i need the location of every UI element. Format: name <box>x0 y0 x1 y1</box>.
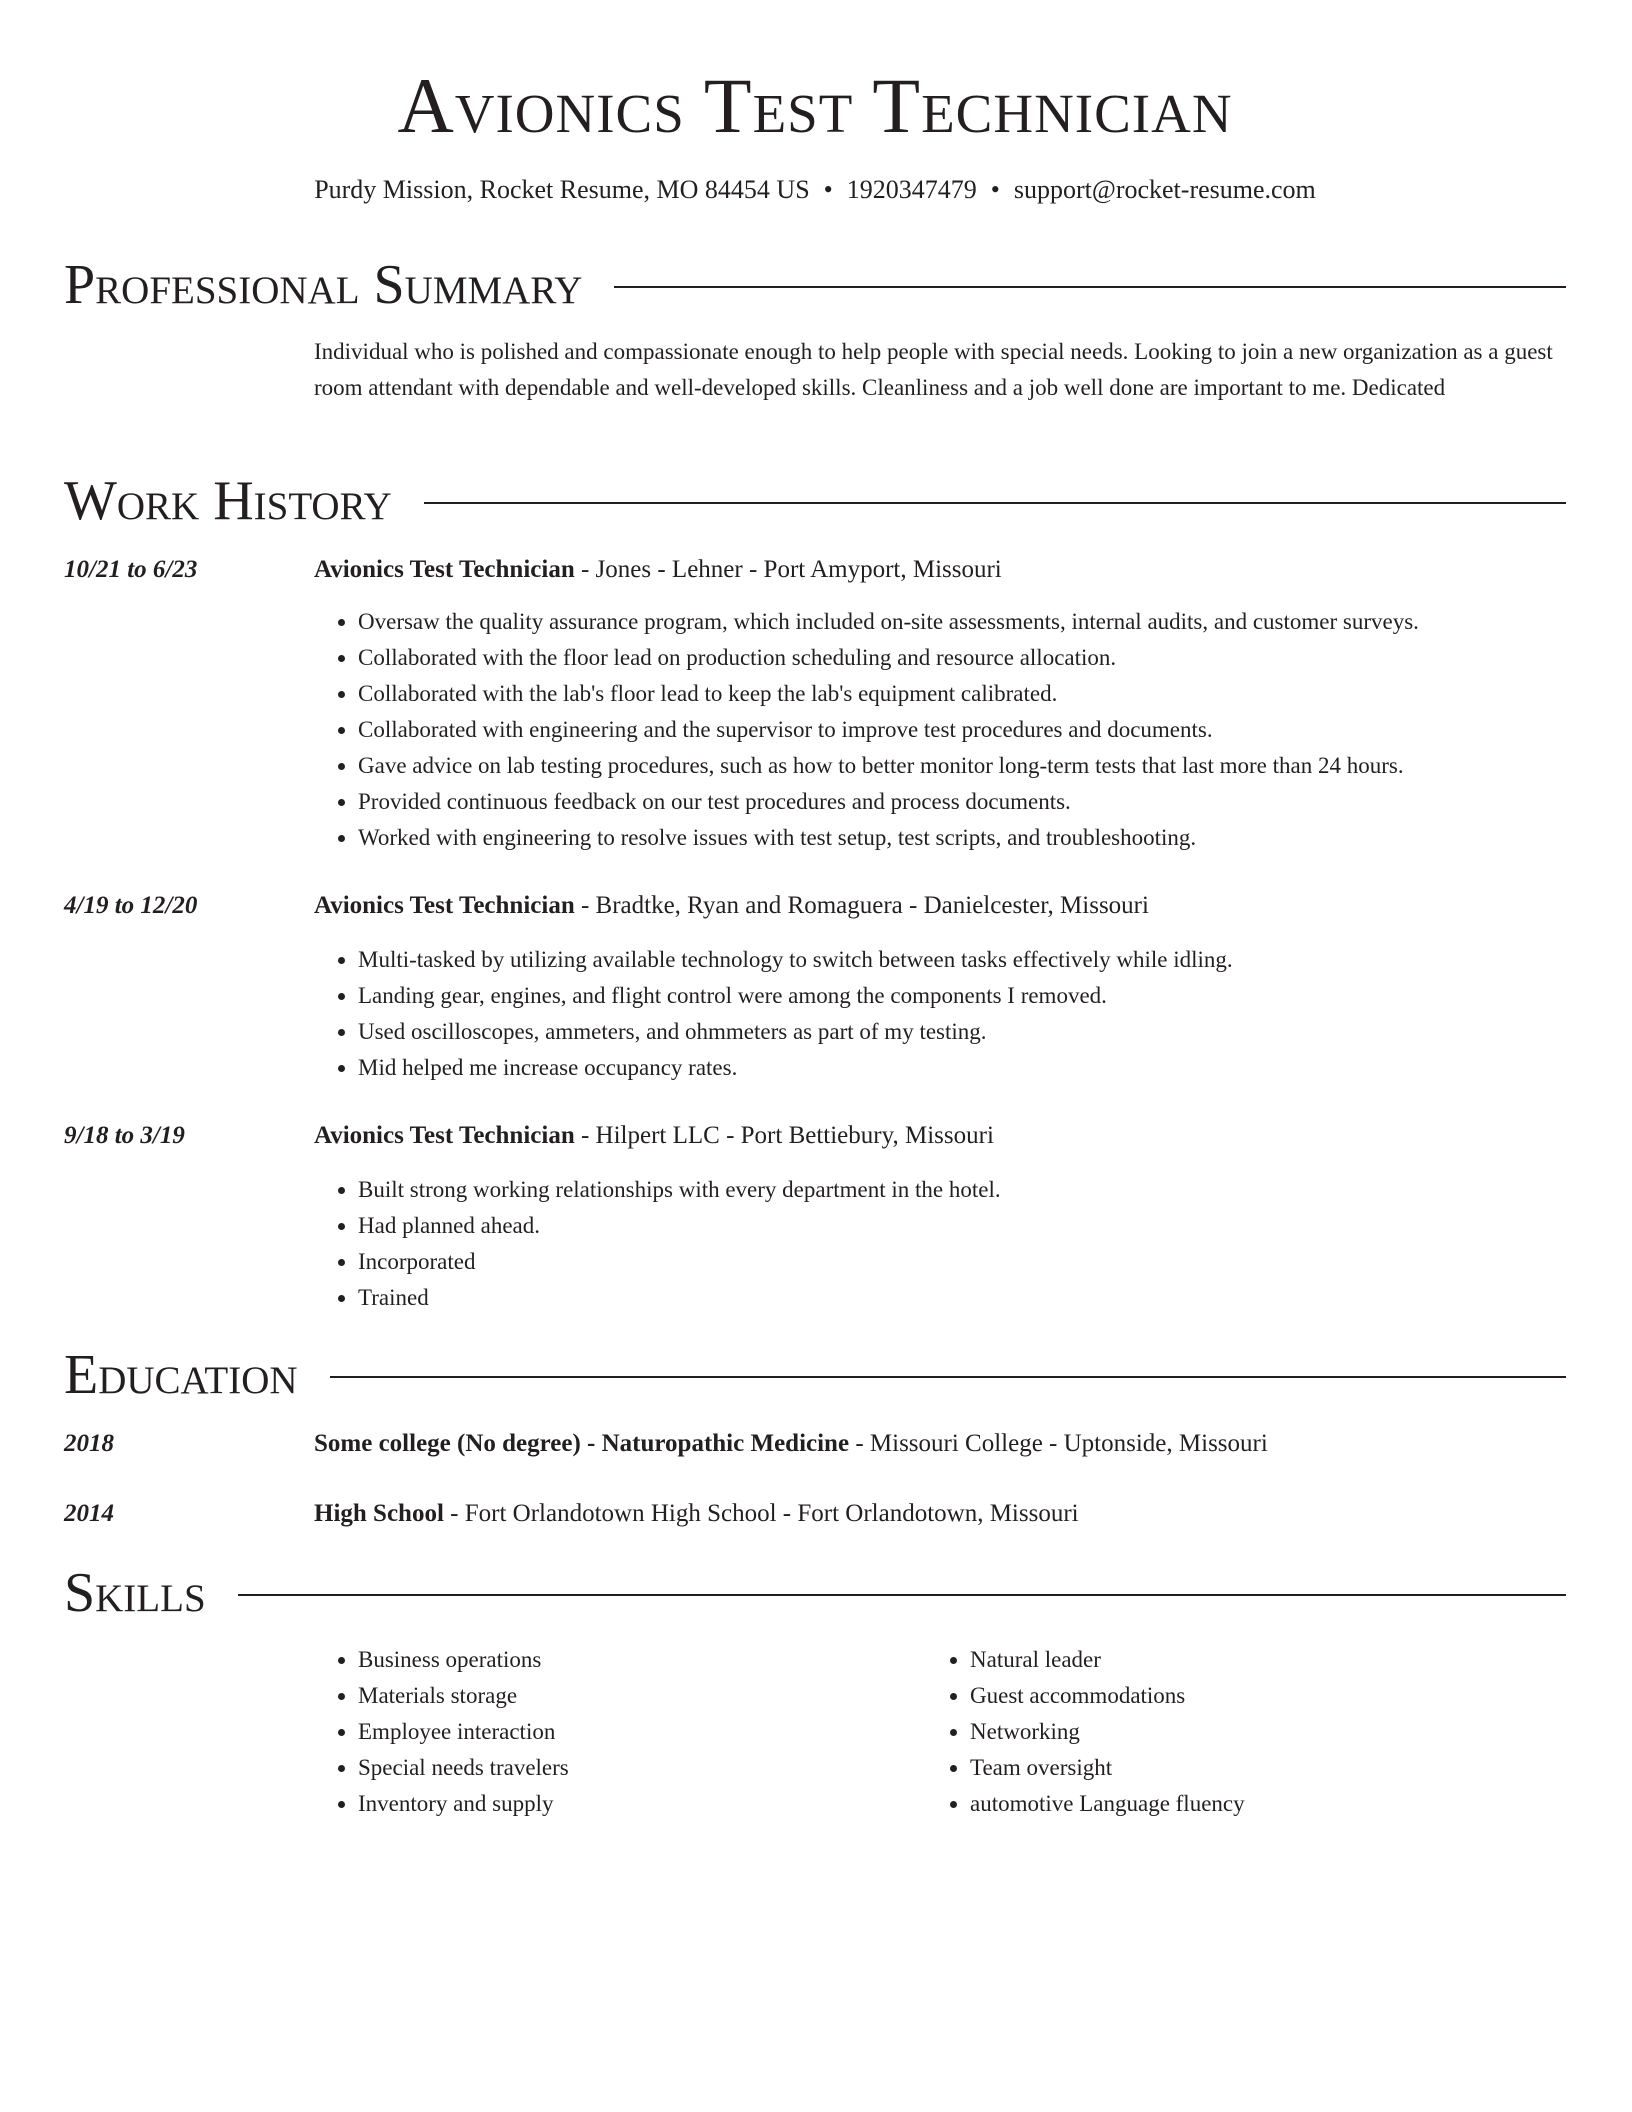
skill-item: • Team oversight <box>970 1750 1530 1786</box>
section-divider <box>330 1376 1566 1378</box>
education-year: 2014 <box>64 1500 114 1527</box>
skills-list-left <box>314 1642 918 1822</box>
job-bullet: • Multi-tasked by utilizing available technology to switch between tasks effectively while idling. <box>358 942 1610 978</box>
job-details: - Hilpert LLC - Port Bettiebury, Missouri <box>574 1122 994 1149</box>
resume-title: Avionics Test Technician <box>397 62 1233 149</box>
job-heading <box>314 552 1566 588</box>
skill-item: • Guest accommodations <box>970 1678 1530 1714</box>
job-bullet: • Used oscilloscopes, ammeters, and ohmmeters as part of my testing. <box>358 1014 1610 1050</box>
education-details: - Missouri College - Uptonside, Missouri <box>849 1430 1268 1457</box>
job-role: Avionics Test Technician <box>314 556 575 583</box>
job-dates: 4/19 to 12/20 <box>64 892 198 919</box>
education-degree: Some college (No degree) - Naturopathic Medicine <box>314 1430 850 1457</box>
education-details: - Fort Orlandotown High School - Fort Orlandotown, Missouri <box>443 1500 1079 1527</box>
job-heading <box>314 1118 1566 1154</box>
summary-heading: Professional Summary <box>64 254 583 316</box>
skill-item: • automotive Language fluency <box>970 1786 1530 1822</box>
skill-item: • Employee interaction <box>358 1714 918 1750</box>
skill-item: • Networking <box>970 1714 1530 1750</box>
section-divider <box>614 286 1566 288</box>
job-dates: 9/18 to 3/19 <box>64 1122 185 1149</box>
job-heading <box>314 888 1566 924</box>
summary-section-header <box>64 250 1566 320</box>
contact-separator: • <box>990 175 1000 204</box>
job-bullets <box>314 942 1610 1086</box>
job-bullet: • Landing gear, engines, and flight control were among the components I removed. <box>358 978 1610 1014</box>
education-heading: Education <box>64 1344 298 1406</box>
skills-heading: Skills <box>64 1562 206 1624</box>
summary-text: Individual who is polished and compassionate enough to help people with special needs. Looking to join a new organization as a guest room attendant with dependable and well-developed skills. Cleanliness and a job well done are important to me. Dedicated <box>314 339 1553 400</box>
job-role: Avionics Test Technician <box>314 892 575 919</box>
job-bullet: • Collaborated with the floor lead on production scheduling and resource allocation. <box>358 640 1610 676</box>
job-bullet: • Trained <box>358 1280 1610 1316</box>
job-bullets <box>314 1172 1610 1316</box>
section-divider <box>238 1594 1566 1596</box>
job-bullets <box>314 604 1610 856</box>
contact-phone: 1920347479 <box>846 175 977 204</box>
work-history-section-header <box>64 466 1566 536</box>
job-bullet: • Had planned ahead. <box>358 1208 1610 1244</box>
contact-address: Purdy Mission, Rocket Resume, MO 84454 US <box>314 175 810 204</box>
skill-item: • Materials storage <box>358 1678 918 1714</box>
skills-list-right <box>926 1642 1530 1822</box>
education-entry <box>314 1426 1566 1462</box>
section-divider <box>424 502 1566 504</box>
work-history-heading: Work History <box>64 470 392 532</box>
job-details: - Bradtke, Ryan and Romaguera - Danielcester, Missouri <box>574 892 1149 919</box>
job-bullet: • Gave advice on lab testing procedures, such as how to better monitor long-term tests that last more than 24 hours. <box>358 748 1610 784</box>
job-bullet: • Built strong working relationships with every department in the hotel. <box>358 1172 1610 1208</box>
education-entry <box>314 1496 1566 1532</box>
skill-item: • Natural leader <box>970 1642 1530 1678</box>
job-bullet: • Incorporated <box>358 1244 1610 1280</box>
job-bullet: • Collaborated with engineering and the supervisor to improve test procedures and documents. <box>358 712 1610 748</box>
job-details: - Jones - Lehner - Port Amyport, Missouri <box>574 556 1002 583</box>
contact-line <box>64 172 1566 208</box>
job-role: Avionics Test Technician <box>314 1122 575 1149</box>
contact-email: support@rocket-resume.com <box>1013 175 1316 204</box>
skill-item: • Inventory and supply <box>358 1786 918 1822</box>
contact-separator: • <box>823 175 833 204</box>
skill-item: • Business operations <box>358 1642 918 1678</box>
education-year: 2018 <box>64 1430 114 1457</box>
job-dates: 10/21 to 6/23 <box>64 556 198 583</box>
job-bullet: • Collaborated with the lab's floor lead to keep the lab's equipment calibrated. <box>358 676 1610 712</box>
job-bullet: • Mid helped me increase occupancy rates. <box>358 1050 1610 1086</box>
education-section-header <box>64 1340 1566 1410</box>
skills-section-header <box>64 1558 1566 1628</box>
job-bullet: • Worked with engineering to resolve issues with test setup, test scripts, and troubleshooting. <box>358 820 1610 856</box>
education-degree: High School <box>314 1500 444 1527</box>
job-bullet: • Oversaw the quality assurance program, which included on-site assessments, internal audits, and customer surveys. <box>358 604 1610 640</box>
job-bullet: • Provided continuous feedback on our test procedures and process documents. <box>358 784 1610 820</box>
skill-item: • Special needs travelers <box>358 1750 918 1786</box>
